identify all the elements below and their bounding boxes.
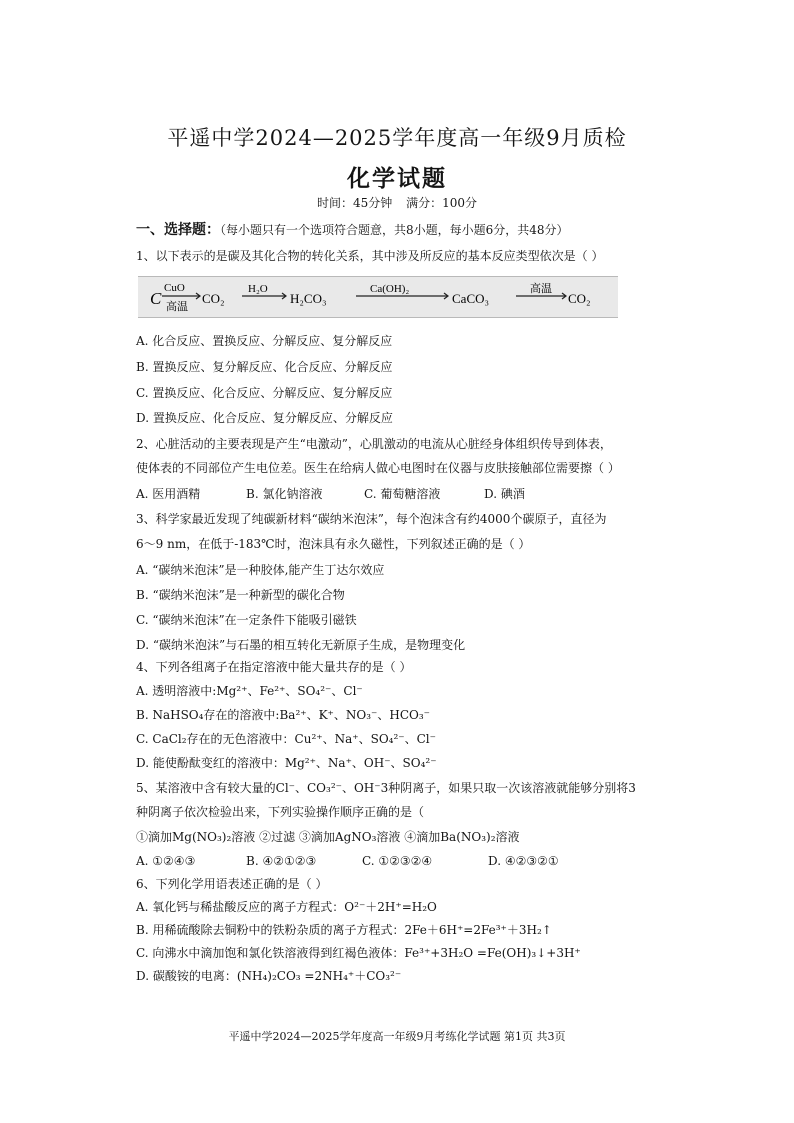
q2-stem-line1: 2、心脏活动的主要表现是产生“电激动”，心肌激动的电流从心脏经身体组织传导到体表，	[136, 437, 612, 451]
q5-stem-line1: 5、某溶液中含有较大量的Cl⁻、CO₃²⁻、OH⁻3种阴离子，如果只取一次该溶液就能够分别将3	[136, 781, 636, 795]
q1-option-a: A. 化合反应、置换反应、分解反应、复分解反应	[136, 334, 393, 348]
q3-stem-line1: 3、科学家最近发现了纯碳新材料“碳纳米泡沫”，每个泡沫含有约4000个碳原子，直径为	[136, 512, 607, 526]
q4-stem: 4、下列各组离子在指定溶液中能大量共存的是（ ）	[136, 660, 412, 674]
label-caoh2: Ca(OH)₂	[370, 283, 410, 295]
q1-option-b: B. 置换反应、复分解反应、化合反应、分解反应	[136, 360, 393, 374]
q5-option-c: C. ①②③②④	[362, 854, 433, 868]
q6-option-a: A. 氧化钙与稀盐酸反应的离子方程式：O²⁻＋2H⁺=H₂O	[136, 900, 437, 914]
label-gaowen-2: 高温	[530, 282, 552, 295]
product-co2-2: CO₂	[568, 291, 591, 306]
exam-meta	[0, 194, 794, 211]
section-heading	[136, 222, 676, 238]
q5-option-d: D. ④②③②①	[488, 854, 559, 868]
q4-option-b: B. NaHSO₄存在的溶液中:Ba²⁺、K⁺、NO₃⁻、HCO₃⁻	[136, 708, 431, 722]
q5-steps: ①滴加Mg(NO₃)₂溶液 ②过滤 ③滴加AgNO₃溶液 ④滴加Ba(NO₃)₂溶液	[136, 830, 520, 844]
q6-stem: 6、下列化学用语表述正确的是（ ）	[136, 877, 328, 891]
exam-time: 时间：45分钟	[316, 196, 393, 210]
q5-stem-line2: 种阴离子依次检验出来，下列实验操作顺序正确的是（	[136, 805, 425, 819]
q2-option-d: D. 碘酒	[484, 487, 525, 501]
q2-stem-line2: 使体表的不同部位产生电位差。医生在给病人做心电图时在仪器与皮肤接触部位需要擦（ ）	[136, 461, 620, 475]
product-co2-1: CO₂	[202, 291, 225, 306]
page-footer: 平遥中学2024—2025学年度高一年级9月考练化学试题 第1页 共3页	[228, 1030, 566, 1043]
q1-stem: 1、以下表示的是碳及其化合物的转化关系，其中涉及所反应的基本反应类型依次是（ ）	[136, 249, 604, 263]
q3-option-a: A. “碳纳米泡沫”是一种胶体,能产生丁达尔效应	[136, 563, 385, 577]
q6-option-b: B. 用稀硫酸除去铜粉中的铁粉杂质的离子方程式：2Fe＋6H⁺=2Fe³⁺＋3H₂↑	[136, 923, 552, 937]
q3-option-d: D. “碳纳米泡沫”与石墨的相互转化无新原子生成，是物理变化	[136, 638, 466, 652]
q1-option-c: C. 置换反应、化合反应、分解反应、复分解反应	[136, 386, 393, 400]
label-gaowen-1: 高温	[166, 300, 188, 313]
product-caco3: CaCO₃	[452, 291, 490, 306]
section-title: 一、选择题：	[136, 222, 220, 238]
q6-option-d: D. 碳酸铵的电离：(NH₄)₂CO₃ =2NH₄⁺＋CO₃²⁻	[136, 969, 402, 983]
exam-score: 满分：100分	[406, 196, 477, 210]
q6-option-c: C. 向沸水中滴加饱和氯化铁溶液得到红褐色液体：Fe³⁺+3H₂O =Fe(OH)₃↓+3H⁺	[136, 946, 581, 960]
q4-option-a: A. 透明溶液中:Mg²⁺、Fe²⁺、SO₄²⁻、Cl⁻	[136, 684, 363, 698]
q2-option-a: A. 医用酒精	[136, 487, 201, 501]
q2-option-c: C. 葡萄糖溶液	[364, 487, 441, 501]
label-cuo: CuO	[164, 282, 185, 294]
section-note: （每小题只有一个选项符合题意，共8小题，每小题6分，共48分）	[220, 223, 569, 237]
subject-title: 化学试题	[347, 165, 447, 192]
exam-title: 平遥中学2024—2025学年度高一年级9月质检	[167, 126, 627, 150]
q5-option-b: B. ④②①②③	[246, 854, 317, 868]
q3-option-c: C. “碳纳米泡沫”在一定条件下能吸引磁铁	[136, 613, 357, 627]
q1-option-d: D. 置换反应、化合反应、复分解反应、分解反应	[136, 411, 393, 425]
q3-stem-line2: 6～9 nm，在低于-183℃时，泡沫具有永久磁性，下列叙述正确的是（ ）	[136, 537, 531, 551]
q4-option-c: C. CaCl₂存在的无色溶液中：Cu²⁺、Na⁺、SO₄²⁻、Cl⁻	[136, 732, 436, 746]
q2-option-b: B. 氯化钠溶液	[246, 487, 323, 501]
product-h2co3: H₂CO₃	[290, 291, 327, 306]
reaction-diagram	[138, 277, 618, 317]
reactant-c: C	[150, 289, 162, 308]
reaction-scheme	[138, 276, 618, 318]
q5-option-a: A. ①②④③	[136, 854, 196, 868]
q3-option-b: B. “碳纳米泡沫”是一种新型的碳化合物	[136, 588, 345, 602]
q4-option-d: D. 能使酚酞变红的溶液中：Mg²⁺、Na⁺、OH⁻、SO₄²⁻	[136, 756, 437, 770]
label-h2o: H₂O	[248, 283, 268, 295]
q5-options	[136, 853, 676, 869]
q2-options	[136, 486, 676, 502]
